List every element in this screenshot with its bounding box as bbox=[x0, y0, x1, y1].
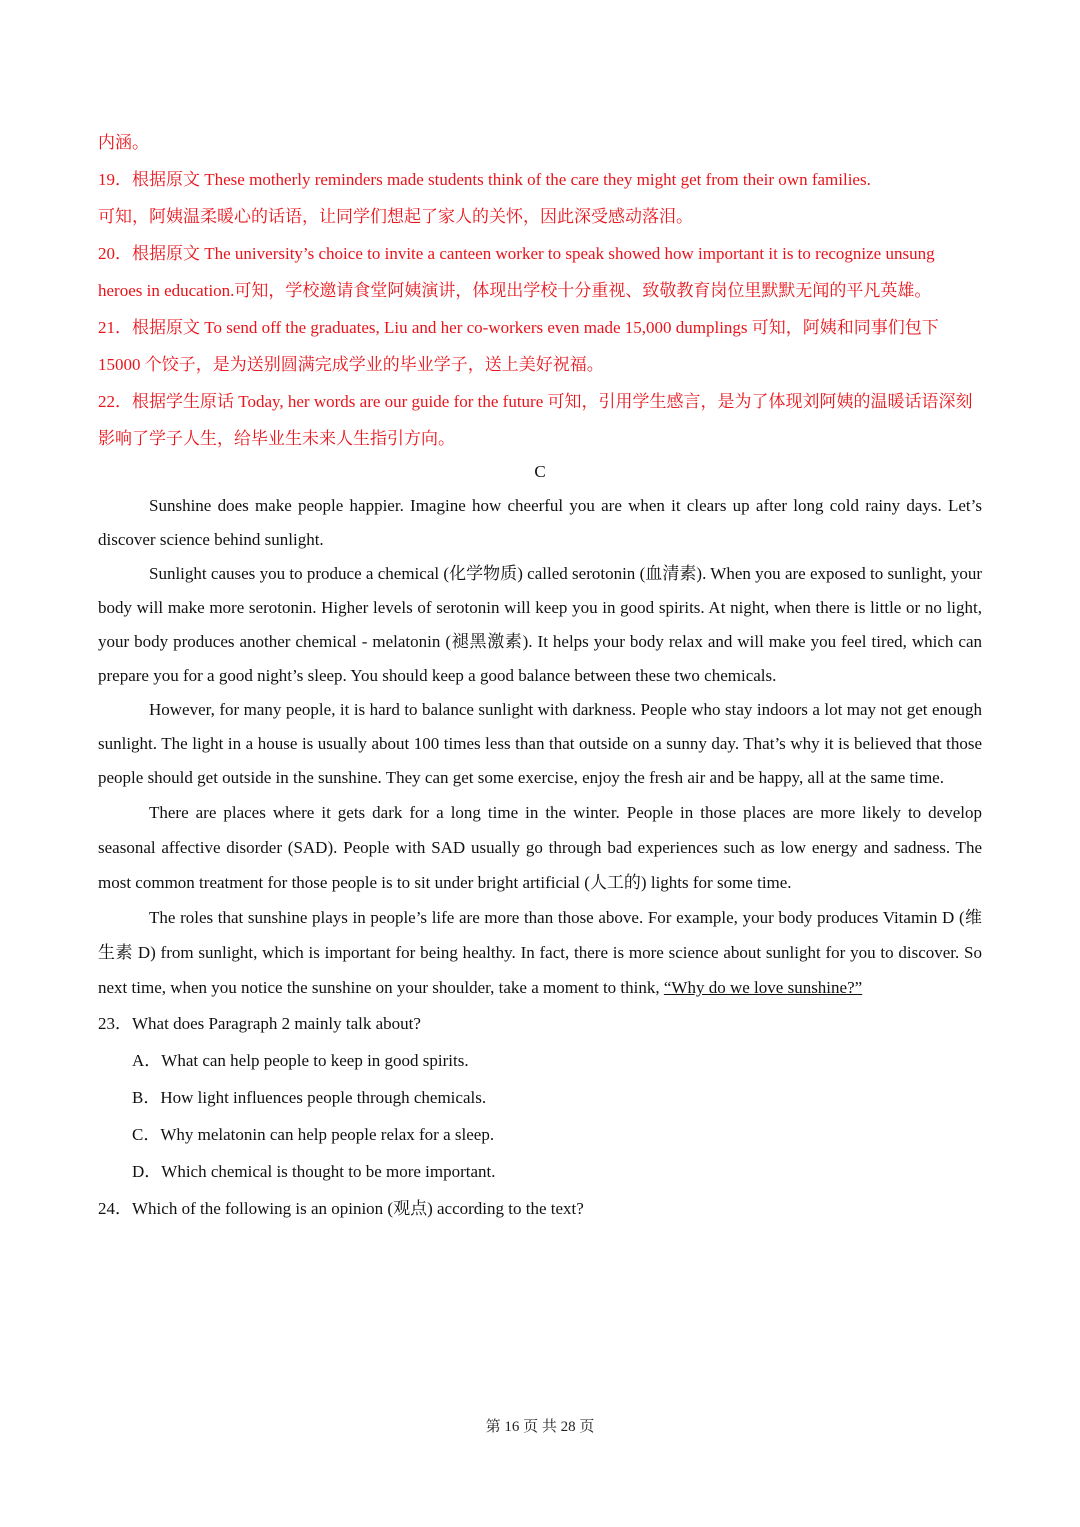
answer-20: 20．根据原文 The university’s choice to invite a canteen worker to speak showed how important it is to recognize unsung heroes in education.可知，学校邀请食堂阿姨演讲，体现出学校十分重视、致敬教育岗位里默默无闻的平凡英雄。 bbox=[98, 244, 935, 300]
answer-22: 22．根据学生原话 Today, her words are our guide for the future 可知，引用学生感言，是为了体现刘阿姨的温暖话语深刻影响了学子人生，给毕业生未来人生指引方向。 bbox=[98, 392, 973, 448]
question-23-option-a: A．What can help people to keep in good spirits. bbox=[132, 1051, 469, 1070]
underlined-quote: “Why do we love sunshine?” bbox=[663, 978, 863, 997]
answer-19-line1: 19．根据原文 These motherly reminders made students think of the care they might get from their own families. bbox=[98, 170, 871, 189]
answer-21: 21．根据原文 To send off the graduates, Liu and her co-workers even made 15,000 dumplings 可知，阿姨和同事们包下 15000 个饺子，是为送别圆满完成学业的毕业学子，送上美好祝福。 bbox=[98, 318, 939, 374]
question-23-option-d: D．Which chemical is thought to be more important. bbox=[132, 1162, 496, 1181]
passage-paragraph-1: Sunshine does make people happier. Imagine how cheerful you are when it clears up after long cold rainy days. Let’s discover science behind sunlight. bbox=[98, 496, 982, 549]
passage-paragraph-5 bbox=[98, 900, 982, 1005]
paragraph-5-text: The roles that sunshine plays in people’s life are more than those above. For example, your body produces Vitamin D (维生素 D) from sunlight, which is important for being healthy. In fact, there is more science about sunlight for you to discover. So next time, when you notice the sunshine on your shoulder, take a moment to think, bbox=[98, 908, 982, 997]
question-23: 23．What does Paragraph 2 mainly talk about? bbox=[98, 1014, 421, 1033]
document-page bbox=[98, 124, 982, 1227]
passage-title: C bbox=[534, 462, 546, 481]
page-footer: 第 16 页 共 28 页 bbox=[485, 1419, 595, 1435]
passage-paragraph-3: However, for many people, it is hard to balance sunlight with darkness. People who stay indoors a lot may not get enough sunlight. The light in a house is usually about 100 times less than that outside on a sunny day. That’s why it is believed that those people should get outside in the sunshine. They can get some exercise, enjoy the fresh air and be happy, all at the same time. bbox=[98, 700, 982, 787]
answer-19-line2: 可知，阿姨温柔暖心的话语，让同学们想起了家人的关怀，因此深受感动落泪。 bbox=[98, 207, 693, 226]
question-23-option-b: B．How light influences people through chemicals. bbox=[132, 1088, 487, 1107]
question-23-option-c: C．Why melatonin can help people relax for a sleep. bbox=[132, 1125, 495, 1144]
passage-paragraph-4: There are places where it gets dark for a long time in the winter. People in those places are more likely to develop seasonal affective disorder (SAD). People with SAD usually go through bad experiences such as low energy and sadness. The most common treatment for those people is to sit under bright artificial (人工的) lights for some time. bbox=[98, 803, 982, 892]
question-24: 24．Which of the following is an opinion (观点) according to the text? bbox=[98, 1199, 584, 1218]
answer-continuation: 内涵。 bbox=[98, 133, 149, 152]
passage-paragraph-2: Sunlight causes you to produce a chemical (化学物质) called serotonin (血清素). When you are exposed to sunlight, your body will make more serotonin. Higher levels of serotonin will keep you in good spirits. At night, when there is little or no light, your body produces another chemical - melatonin (褪黑激素). It helps your body relax and will make you feel tired, which can prepare you for a good night’s sleep. You should keep a good balance between these two chemicals. bbox=[98, 564, 982, 685]
